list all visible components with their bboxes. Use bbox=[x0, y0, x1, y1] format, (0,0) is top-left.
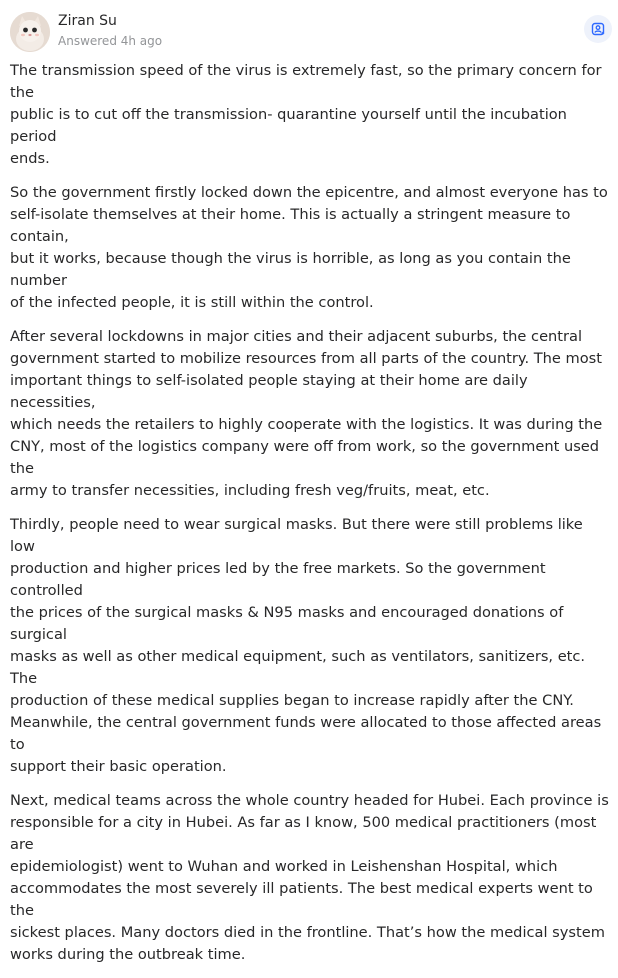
answered-timestamp[interactable]: Answered 4h ago bbox=[58, 34, 163, 48]
answer-paragraph-1: The transmission speed of the virus is extremely fast, so the primary concern for the public is to cut off the transmission- quarantine yourself until the incubation period ends. bbox=[10, 62, 602, 167]
answer-paragraph-3: After several lockdowns in major cities and their adjacent suburbs, the central government started to mobilize resources from all parts of the country. The most important things to self-isolated people staying at their home are daily necessities, which needs the retailers to highly cooperate with the logistics. It was during the CNY, most of the logistics company were off from work, so the government used the army to transfer necessities, including fresh veg/fruits, meat, etc. bbox=[10, 328, 603, 499]
cat-avatar-icon bbox=[10, 12, 50, 52]
avatar[interactable] bbox=[10, 12, 50, 52]
follow-user-icon bbox=[590, 21, 606, 37]
answer-paragraph-5: Next, medical teams across the whole country headed for Hubei. Each province is responsible for a city in Hubei. As far as I know, 500 medical practitioners (most are epidemiologist) went to Wuhan and worked in Leishenshan Hospital, which accommodates the most severely ill patients. The best medical experts went to the sickest places. Many doctors died in the frontline. That’s how the medical system works during the outbreak time. bbox=[10, 792, 609, 963]
answer-paragraph-2: So the government firstly locked down the epicentre, and almost everyone has to self-isolate themselves at their home. This is actually a stringent measure to contain, but it works, because though the virus is horrible, as long as you contain the number of the infected people, it is still within the control. bbox=[10, 184, 608, 311]
answer-paragraph-4: Thirdly, people need to wear surgical masks. But there were still problems like low production and higher prices led by the free markets. So the government controlled the prices of the surgical masks & N95 masks and encouraged donations of surgical masks as well as other medical equipment, such as ventilators, sanitizers, etc. The production of these medical supplies began to increase rapidly after the CNY. Meanwhile, the central government funds were allocated to those affected areas to support their basic operation. bbox=[10, 516, 602, 775]
answer-body bbox=[10, 60, 610, 978]
answer-header bbox=[10, 10, 612, 54]
author-name[interactable]: Ziran Su bbox=[58, 13, 117, 29]
follow-user-button[interactable] bbox=[584, 15, 612, 43]
